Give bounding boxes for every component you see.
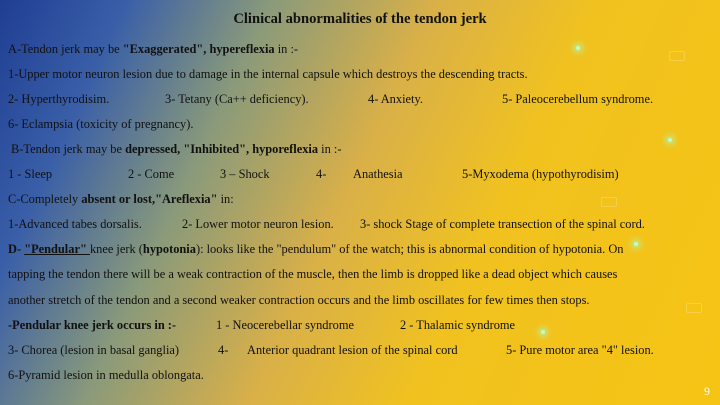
sparkle-decoration <box>668 138 672 142</box>
section-b-item-1: 1 - Sleep <box>8 167 53 181</box>
section-b-item-4: Anathesia <box>353 167 403 181</box>
section-d-line-2: tapping the tendon there will be a weak contraction of the muscle, then the limb is dropped like a dead object which causes <box>8 267 618 281</box>
faint-glyph-decoration <box>601 197 617 207</box>
pendular-item-1: 1 - Neocerebellar syndrome <box>216 318 354 332</box>
pendular-item-3: 3- Chorea (lesion in basal ganglia) <box>8 343 180 357</box>
section-b-bold: depressed, "Inhibited", hyporeflexia <box>125 142 319 156</box>
section-d-line-3: another stretch of the tendon and a second weaker contraction occurs and the limb oscillates for few times then stops. <box>8 293 590 307</box>
pendular-occurs-label: -Pendular knee jerk occurs in :- <box>8 318 177 332</box>
section-c-prefix: C-Completely <box>8 192 82 206</box>
sparkle-decoration <box>634 242 638 246</box>
page-number: 9 <box>704 384 710 398</box>
section-a-item-1: 1-Upper motor neuron lesion due to damage in the internal capsule which destroys the descending tracts. <box>8 67 528 81</box>
section-b-item-3: 3 – Shock <box>220 167 270 181</box>
section-b-item-4-number: 4- <box>316 167 327 181</box>
pendular-item-5: 5- Pure motor area "4" lesion. <box>506 343 654 357</box>
section-a-heading <box>8 42 298 57</box>
section-a-item-5: 5- Paleocerebellum syndrome. <box>502 92 654 106</box>
section-a-bold: "Exaggerated", hypereflexia <box>122 42 275 56</box>
faint-glyph-decoration <box>669 51 685 61</box>
section-b-item-5: 5-Myxodema (hypothyrodisim) <box>462 167 619 181</box>
section-a-item-6: 6- Eclampsia (toxicity of pregnancy). <box>8 117 194 131</box>
section-b-item-2: 2 - Come <box>128 167 175 181</box>
section-b-heading <box>11 142 341 157</box>
sparkle-decoration <box>541 330 545 334</box>
section-c-item-2: 2- Lower motor neuron lesion. <box>182 217 334 231</box>
section-d-bold-hypotonia: hypotonia <box>142 242 196 256</box>
section-b-suffix: in :- <box>318 142 342 156</box>
faint-glyph-decoration <box>686 303 702 313</box>
section-a-item-4: 4- Anxiety. <box>368 92 423 106</box>
section-c-suffix: in: <box>217 192 234 206</box>
section-c-item-1: 1-Advanced tabes dorsalis. <box>8 217 142 231</box>
pendular-item-4-number: 4- <box>218 343 229 357</box>
section-c-heading <box>8 192 234 207</box>
section-c-item-3: 3- shock Stage of complete transection of the spinal cord. <box>360 217 645 231</box>
section-d-suffix: ): looks like the "pendulum" of the watch; this is abnormal condition of hypotonia. On <box>195 242 624 256</box>
section-d-mid: knee jerk ( <box>89 242 143 256</box>
section-a-item-2: 2- Hyperthyrodisim. <box>8 92 110 106</box>
pendular-item-6: 6-Pyramid lesion in medulla oblongata. <box>8 368 204 382</box>
section-d-bold: "Pendular" <box>24 242 90 256</box>
section-d-prefix: D- <box>8 242 25 256</box>
slide-title: Clinical abnormalities of the tendon jerk <box>233 11 487 27</box>
section-a-item-3: 3- Tetany (Ca++ deficiency). <box>165 92 309 106</box>
sparkle-decoration <box>576 46 580 50</box>
section-d-heading <box>8 242 624 257</box>
section-a-suffix: in :- <box>274 42 299 56</box>
pendular-item-2: 2 - Thalamic syndrome <box>400 318 516 332</box>
section-c-bold: absent or lost,"Areflexia" <box>81 192 218 206</box>
section-a-prefix: A-Tendon jerk may be <box>8 42 123 56</box>
pendular-item-4: Anterior quadrant lesion of the spinal cord <box>247 343 458 357</box>
section-b-prefix: B-Tendon jerk may be <box>11 142 126 156</box>
